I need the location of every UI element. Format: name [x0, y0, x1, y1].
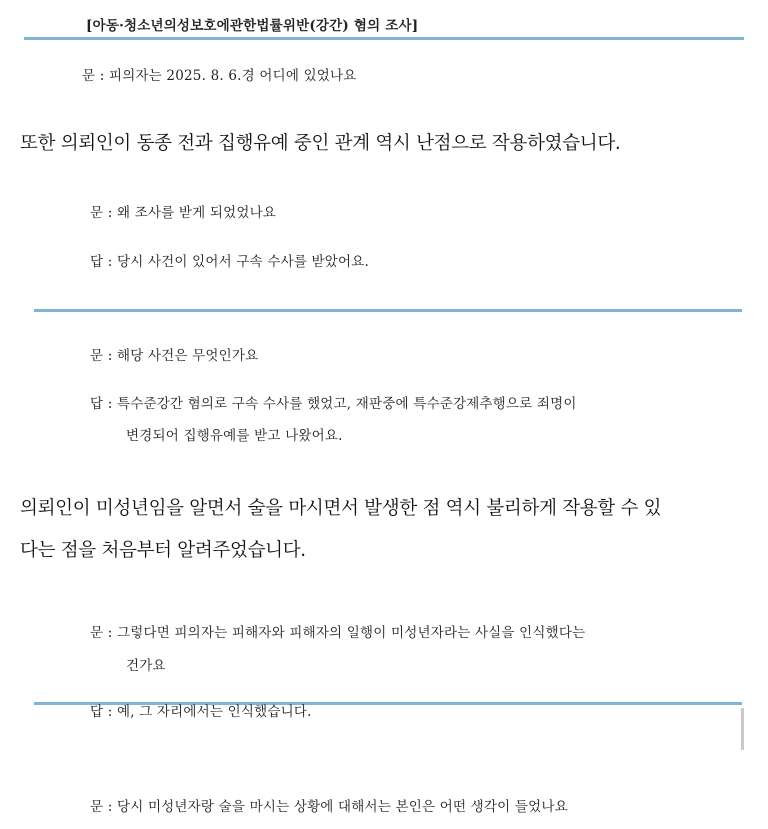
- scan-edge-mark: [741, 708, 744, 750]
- question-line: 문 : 피의자는 2025. 8. 6.경 어디에 있었나요: [82, 68, 357, 84]
- question-line-continued: 건가요: [126, 658, 166, 674]
- question-line: 문 : 당시 미성년자랑 술을 마시는 상황에 대해서는 본인은 어떤 생각이 들었나요: [90, 799, 568, 815]
- commentary-paragraph-line: 의뢰인이 미성년임을 알면서 술을 마시면서 발생한 점 역시 불리하게 작용할 수 있: [20, 498, 662, 519]
- excerpt-divider: [34, 309, 742, 312]
- commentary-paragraph-line: 다는 점을 처음부터 알려주었습니다.: [20, 540, 306, 561]
- question-line: 문 : 해당 사건은 무엇인가요: [90, 348, 259, 364]
- answer-line-continued: 변경되어 집행유예를 받고 나왔어요.: [126, 428, 343, 444]
- excerpt-title: [아동·청소년의성보호에관한법률위반(강간) 혐의 조사]: [86, 18, 419, 34]
- excerpt-divider: [24, 37, 744, 40]
- question-line: 문 : 그렇다면 피의자는 피해자와 피해자의 일행이 미성년자라는 사실을 인식했다는: [90, 625, 586, 641]
- answer-line: 답 : 예, 그 자리에서는 인식했습니다.: [90, 704, 312, 720]
- answer-line: 답 : 특수준강간 혐의로 구속 수사를 했었고, 재판중에 특수준강제추행으로 죄명이: [90, 396, 577, 412]
- answer-line: 답 : 당시 사건이 있어서 구속 수사를 받았어요.: [90, 254, 370, 270]
- question-line: 문 : 왜 조사를 받게 되었었나요: [90, 205, 277, 221]
- commentary-paragraph: 또한 의뢰인이 동종 전과 집행유예 중인 관계 역시 난점으로 작용하였습니다.: [20, 133, 621, 154]
